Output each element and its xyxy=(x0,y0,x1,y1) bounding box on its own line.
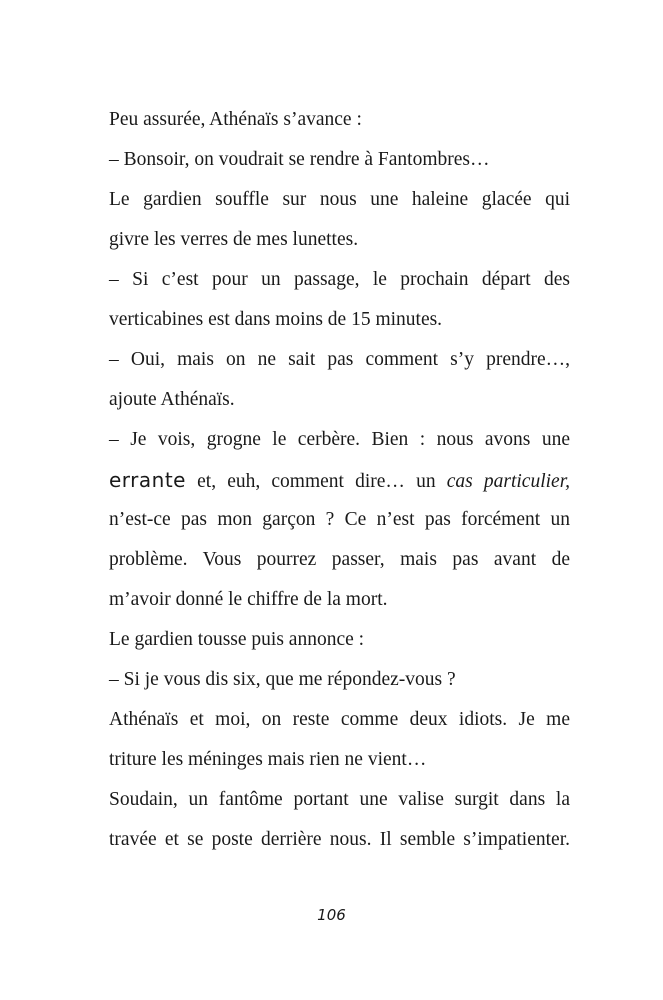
text-line: verticabines est dans moins de 15 minutes. xyxy=(109,309,443,330)
text-fragment: et, euh, comment dire… un xyxy=(185,471,447,492)
text-line: Peu assurée, Athénaïs s’avance : xyxy=(109,109,362,130)
text-line: n’est-ce pas mon garçon ? Ce n’est pas forcément un xyxy=(109,509,570,530)
text-line: triture les méninges mais rien ne vient… xyxy=(109,749,427,770)
handwritten-word: errante xyxy=(109,468,186,492)
italic-phrase: cas particulier, xyxy=(446,471,570,492)
text-line: ajoute Athénaïs. xyxy=(109,389,235,410)
page-number: 106 xyxy=(317,906,346,924)
text-line: m’avoir donné le chiffre de la mort. xyxy=(109,589,388,610)
text-line: – Oui, mais on ne sait pas comment s’y prendre…, xyxy=(109,349,570,370)
text-line: givre les verres de mes lunettes. xyxy=(109,229,359,250)
text-body xyxy=(109,100,570,860)
text-line-mixed xyxy=(109,460,570,500)
text-line: – Je vois, grogne le cerbère. Bien : nous avons une xyxy=(109,429,570,450)
text-line: Athénaïs et moi, on reste comme deux idiots. Je me xyxy=(109,709,570,730)
text-line: Le gardien tousse puis annonce : xyxy=(109,629,365,650)
text-line: Le gardien souffle sur nous une haleine glacée qui xyxy=(109,189,570,210)
text-line: – Si c’est pour un passage, le prochain départ des xyxy=(109,269,570,290)
text-line: problème. Vous pourrez passer, mais pas avant de xyxy=(109,549,570,570)
text-line: travée et se poste derrière nous. Il semble s’impatienter. xyxy=(109,829,570,850)
text-line: – Si je vous dis six, que me répondez-vous ? xyxy=(109,669,456,690)
text-line: Soudain, un fantôme portant une valise surgit dans la xyxy=(109,789,570,810)
text-line: – Bonsoir, on voudrait se rendre à Fantombres… xyxy=(109,149,490,170)
